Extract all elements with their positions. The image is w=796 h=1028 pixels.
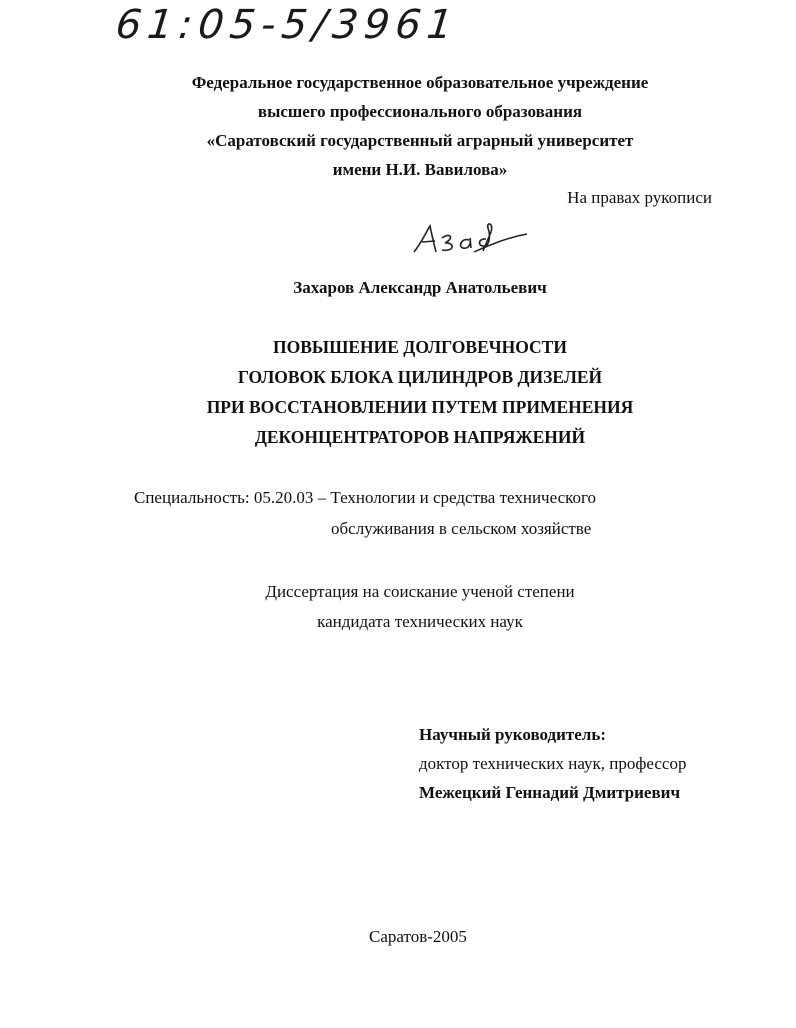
specialty-line-2: обслуживания в сельском хозяйстве	[331, 519, 592, 538]
institution-line-2: высшего профессионального образования	[257, 102, 583, 121]
city-year: Саратов-2005	[369, 927, 467, 946]
author-signature	[408, 212, 530, 266]
manuscript-rights-note: На правах рукописи	[567, 188, 712, 207]
title-line-4: ДЕКОНЦЕНТРАТОРОВ НАПРЯЖЕНИЙ	[254, 427, 586, 447]
degree-line-1: Диссертация на соискание ученой степени	[265, 582, 575, 601]
supervisor-degree: доктор технических наук, профессор	[419, 754, 687, 773]
degree-line-2: кандидата технических наук	[317, 612, 523, 631]
author-name: Захаров Александр Анатольевич	[293, 278, 547, 297]
institution-line-4: имени Н.И. Вавилова»	[332, 160, 508, 179]
specialty-line-1: Специальность: 05.20.03 – Технологии и средства технического	[134, 488, 597, 507]
title-line-3: ПРИ ВОССТАНОВЛЕНИИ ПУТЕМ ПРИМЕНЕНИЯ	[206, 397, 634, 417]
title-line-2: ГОЛОВОК БЛОКА ЦИЛИНДРОВ ДИЗЕЛЕЙ	[237, 367, 603, 387]
degree-statement	[0, 577, 796, 637]
handwritten-call-number: 61:05-5/3961	[113, 2, 461, 48]
supervisor-block	[419, 720, 686, 807]
institution-line-3: «Саратовский государственный аграрный университет	[206, 131, 634, 150]
title-line-1: ПОВЫШЕНИЕ ДОЛГОВЕЧНОСТИ	[273, 337, 567, 357]
institution-line-1: Федеральное государственное образовательное учреждение	[191, 73, 649, 92]
supervisor-name: Межецкий Геннадий Дмитриевич	[419, 783, 681, 802]
dissertation-title	[0, 332, 796, 452]
institution-header	[0, 68, 796, 184]
supervisor-label: Научный руководитель:	[419, 725, 606, 744]
